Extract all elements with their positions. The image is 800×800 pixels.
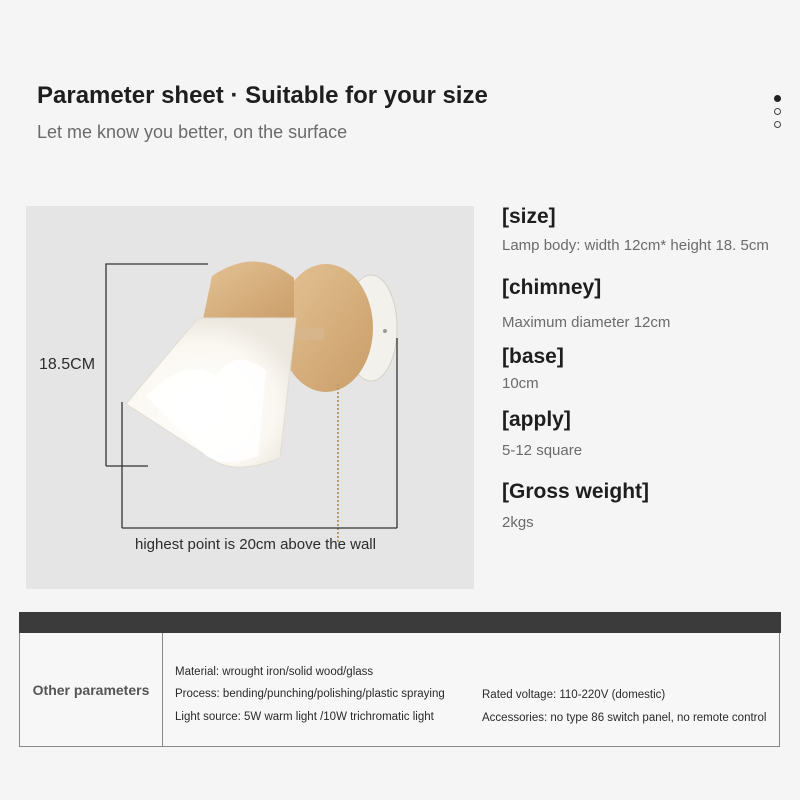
spec-value: 2kgs bbox=[502, 514, 534, 531]
spec-value: Maximum diameter 12cm bbox=[502, 314, 671, 331]
param-material: Material: wrought iron/solid wood/glass bbox=[175, 666, 374, 678]
spec-size bbox=[502, 205, 769, 254]
param-rated-voltage: Rated voltage: 110-220V (domestic) bbox=[482, 689, 666, 701]
other-parameters-table bbox=[19, 633, 780, 747]
lamp-illustration bbox=[26, 206, 474, 589]
spec-value: 5-12 square bbox=[502, 442, 583, 459]
spec-value: 10cm bbox=[502, 375, 539, 392]
spec-gross-weight bbox=[502, 480, 649, 531]
parameters-header-bar bbox=[19, 612, 781, 633]
spec-label: [apply] bbox=[502, 408, 571, 431]
spec-label: [size] bbox=[502, 205, 556, 228]
pagination-dot[interactable] bbox=[774, 108, 781, 115]
spec-base bbox=[502, 345, 564, 392]
page-subtitle: Let me know you better, on the surface bbox=[37, 122, 348, 142]
page-title: Parameter sheet · Suitable for your size bbox=[37, 82, 488, 109]
spec-apply bbox=[502, 408, 582, 459]
spec-value: Lamp body: width 12cm* height 18. 5cm bbox=[502, 237, 769, 254]
spec-label: [base] bbox=[502, 345, 564, 368]
pagination-dots[interactable] bbox=[774, 95, 784, 131]
pagination-dot[interactable] bbox=[774, 121, 781, 128]
param-light-source: Light source: 5W warm light /10W trichromatic light bbox=[175, 711, 434, 723]
param-process: Process: bending/punching/polishing/plastic spraying bbox=[175, 688, 445, 700]
lamp-dimension-image bbox=[26, 206, 474, 589]
height-dimension-label: 18.5CM bbox=[39, 356, 96, 373]
spec-label: [chimney] bbox=[502, 276, 602, 299]
spec-chimney bbox=[502, 276, 670, 331]
pagination-dot-active[interactable] bbox=[774, 95, 781, 102]
spec-label: [Gross weight] bbox=[502, 480, 650, 503]
dimension-caption: highest point is 20cm above the wall bbox=[135, 536, 376, 553]
param-accessories: Accessories: no type 86 switch panel, no remote control bbox=[482, 712, 767, 724]
other-parameters-heading: Other parameters bbox=[20, 633, 163, 746]
